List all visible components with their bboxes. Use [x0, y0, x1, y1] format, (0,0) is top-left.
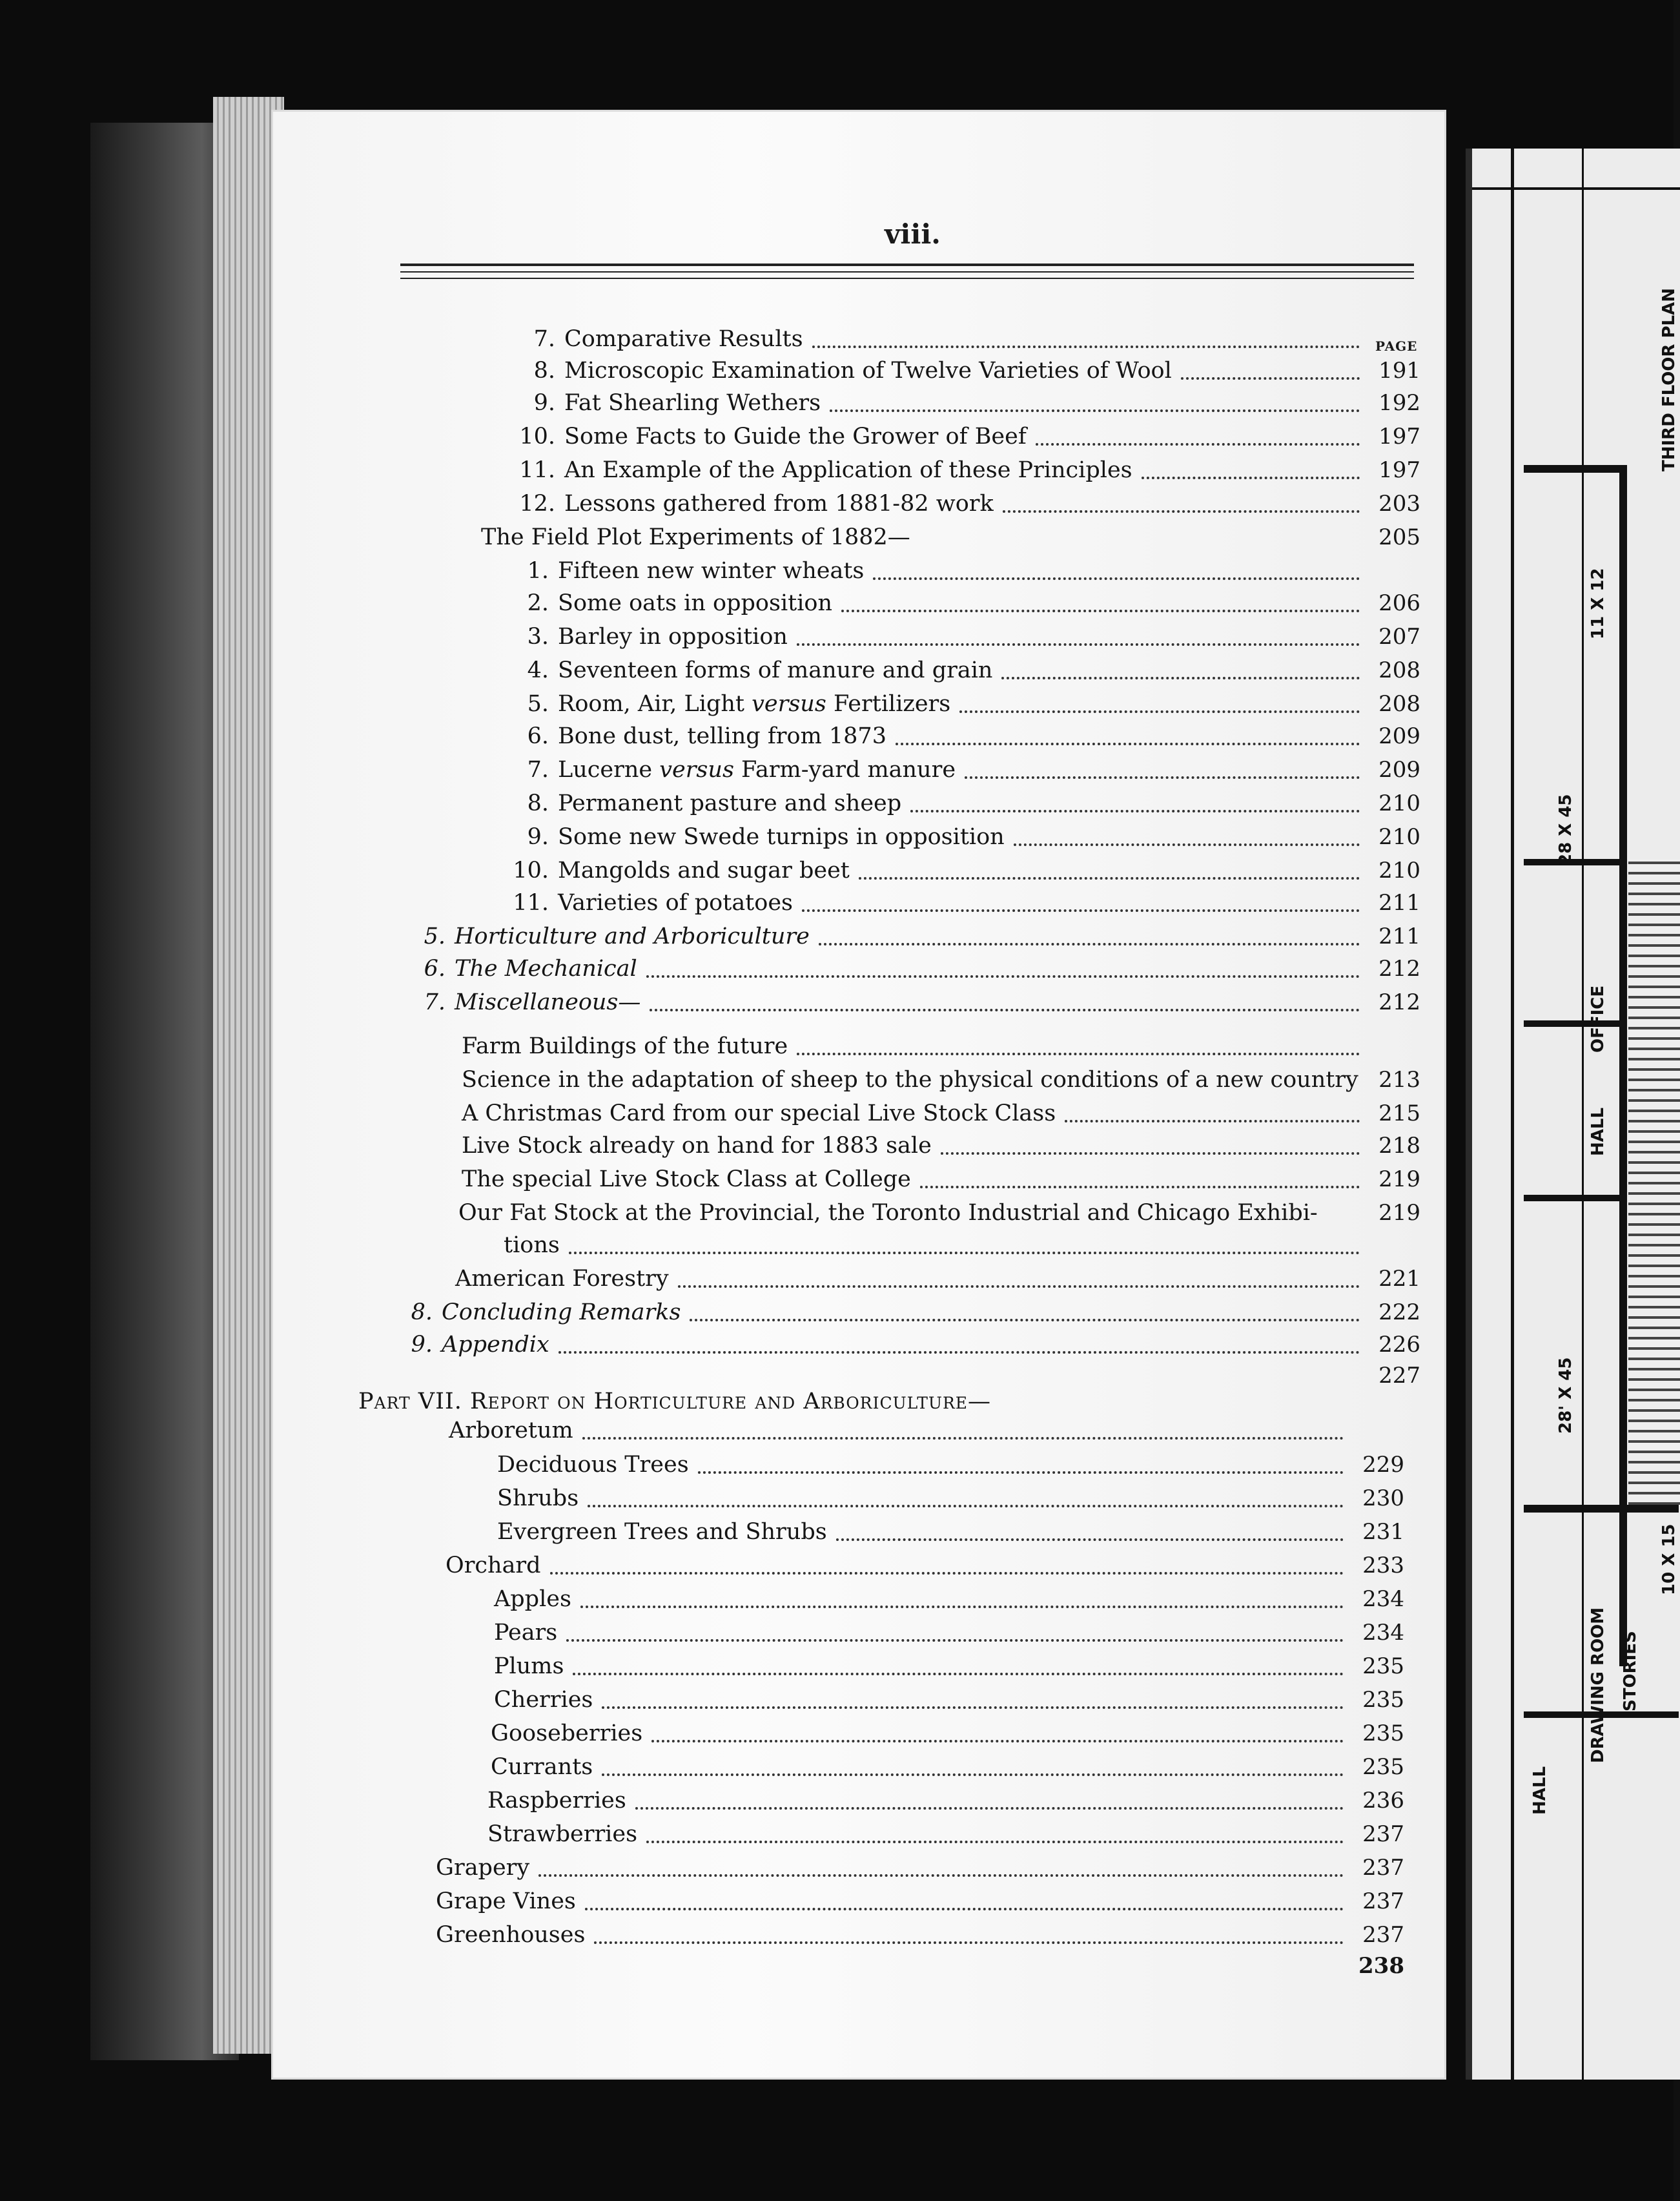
dot-leader [602, 1706, 1344, 1709]
toc-title: Bone dust, telling from 1873 [558, 723, 886, 749]
plan-label: THIRD FLOOR PLAN [1659, 287, 1679, 471]
toc-title: Comparative Results [564, 326, 803, 352]
toc-page: 227 [1378, 1363, 1420, 1389]
toc-page: 210 [1378, 790, 1420, 816]
toc-number: 9. [411, 1332, 433, 1358]
plan-label: 10 X 15 [1659, 1524, 1679, 1595]
toc-title: Pears [494, 1620, 558, 1646]
toc-title: Appendix [442, 1332, 549, 1358]
toc-number: 8. [411, 1299, 433, 1325]
dot-leader [698, 1471, 1344, 1474]
dot-leader [941, 1152, 1360, 1155]
toc-entry [504, 326, 1420, 357]
toc-number: 7. [533, 326, 555, 352]
toc-page: 219 [1378, 1200, 1420, 1226]
toc-title: Farm Buildings of the future [462, 1033, 788, 1059]
toc-page: 208 [1378, 657, 1420, 683]
toc-number: 12. [519, 491, 555, 517]
toc-entry [504, 457, 1420, 488]
dot-leader [819, 943, 1360, 946]
plan-wall [1524, 859, 1627, 865]
floor-plan-page [1466, 149, 1680, 2080]
dot-leader [1036, 443, 1360, 446]
toc-entry [497, 824, 1420, 855]
plan-wall [1524, 1195, 1627, 1201]
toc-page: 211 [1378, 890, 1420, 916]
toc-entry [504, 358, 1420, 389]
dot-leader [569, 1252, 1360, 1254]
toc-page: 209 [1378, 757, 1420, 783]
dot-leader [802, 909, 1360, 912]
toc-entry [394, 1332, 1420, 1363]
toc-title: The Field Plot Experiments of 1882— [481, 524, 910, 550]
toc-title: Permanent pasture and sheep [558, 790, 902, 816]
toc-page: 213 [1378, 1067, 1420, 1093]
dot-leader [797, 1053, 1360, 1055]
toc-entry [497, 1519, 1404, 1550]
plan-wall [1524, 465, 1627, 473]
dot-leader [1142, 477, 1360, 479]
toc-page: 197 [1378, 457, 1420, 483]
toc-title: Gooseberries [491, 1720, 643, 1746]
toc-title: Room, Air, Light versus Fertilizers [558, 691, 951, 717]
toc-entry [497, 790, 1420, 822]
toc-number: 6. [527, 723, 549, 749]
toc-title: tions [504, 1232, 560, 1258]
dot-leader [585, 1908, 1344, 1910]
dot-leader [646, 975, 1360, 978]
dot-leader [635, 1807, 1344, 1810]
toc-page: 231 [1362, 1519, 1404, 1545]
toc-title: Our Fat Stock at the Provincial, the Toronto Industrial and Chicago Exhibi- [458, 1200, 1318, 1226]
toc-page: 209 [1378, 723, 1420, 749]
toc-title: Some Facts to Guide the Grower of Beef [564, 424, 1027, 450]
toc-title: A Christmas Card from our special Live Stock Class [462, 1100, 1056, 1126]
toc-entry [462, 1133, 1420, 1164]
dot-leader [836, 1538, 1344, 1541]
toc-title: Greenhouses [436, 1922, 586, 1948]
toc-page: 238 [1358, 1953, 1404, 1979]
toc-title: Plums [494, 1653, 564, 1679]
plan-label: 11 X 12 [1588, 568, 1608, 639]
toc-title: Lessons gathered from 1881-82 work [564, 491, 994, 517]
toc-page: 236 [1362, 1788, 1404, 1814]
toc-page: 218 [1378, 1133, 1420, 1159]
plan-label: 28 X 45 [1556, 794, 1575, 865]
toc-page: 230 [1362, 1485, 1404, 1511]
toc-title: Lucerne versus Farm-yard manure [558, 757, 956, 783]
toc-title: Concluding Remarks [442, 1299, 681, 1325]
toc-entry [446, 1553, 1404, 1584]
toc-page: 235 [1362, 1653, 1404, 1679]
toc-title: Currants [491, 1754, 593, 1780]
toc-title: Deciduous Trees [497, 1452, 689, 1478]
toc-entry [497, 1485, 1404, 1516]
dot-leader [582, 1437, 1344, 1440]
dot-leader [1065, 1120, 1360, 1122]
dot-leader [873, 577, 1360, 580]
toc-entry [497, 1452, 1404, 1483]
dot-leader [1003, 510, 1360, 513]
toc-number: 5. [527, 691, 549, 717]
toc-number: 10. [513, 858, 549, 884]
page-number: viii. [885, 218, 941, 250]
toc-entry [455, 1266, 1420, 1297]
toc-title: Seventeen forms of manure and grain [558, 657, 993, 683]
toc-entry [504, 1232, 1420, 1263]
toc-page: 206 [1378, 590, 1420, 616]
toc-page: 211 [1378, 924, 1420, 949]
dot-leader [1014, 843, 1360, 846]
toc-title: Grape Vines [436, 1888, 576, 1914]
dot-leader [830, 409, 1360, 412]
plan-wall [1524, 1505, 1679, 1513]
toc-entry [494, 1653, 1404, 1684]
toc-entry [449, 1418, 1404, 1449]
toc-page: 234 [1362, 1620, 1404, 1646]
toc-entry [462, 1033, 1420, 1064]
toc-number: 3. [527, 624, 549, 650]
toc-entry [462, 1166, 1420, 1197]
dot-leader [797, 643, 1360, 646]
dot-leader [678, 1285, 1360, 1288]
toc-number: 9. [533, 390, 555, 416]
dot-leader [602, 1773, 1344, 1776]
toc-page: 235 [1362, 1720, 1404, 1746]
toc-number: 10. [519, 424, 555, 450]
toc-title: The special Live Stock Class at College [462, 1166, 911, 1192]
plan-label: DRAWING ROOM [1588, 1607, 1608, 1763]
toc-entry [504, 390, 1420, 421]
toc-page: 237 [1362, 1888, 1404, 1914]
toc-page: 210 [1378, 824, 1420, 850]
toc-entry [497, 890, 1420, 921]
toc-page: 219 [1378, 1166, 1420, 1192]
toc-entry [494, 1687, 1404, 1718]
toc-page: 237 [1362, 1855, 1404, 1881]
toc-page: 234 [1362, 1586, 1404, 1612]
toc-entry [462, 1067, 1420, 1098]
dot-leader [651, 1740, 1344, 1742]
toc-entry [436, 1953, 1404, 1984]
dot-leader [896, 743, 1360, 745]
toc-entry [504, 424, 1420, 455]
dot-leader [965, 776, 1360, 779]
toc-entry [436, 1855, 1404, 1886]
toc-title: Cherries [494, 1687, 593, 1713]
toc-page: 235 [1362, 1754, 1404, 1780]
toc-entry [394, 1299, 1420, 1330]
dot-leader [910, 810, 1360, 812]
dot-leader [594, 1941, 1344, 1944]
toc-title: Mangolds and sugar beet [558, 858, 850, 884]
toc-number: 2. [527, 590, 549, 616]
toc-entry [497, 691, 1420, 722]
toc-entry [458, 1200, 1420, 1231]
plan-label: OFFICE [1588, 985, 1608, 1053]
dot-leader [538, 1874, 1344, 1877]
toc-entry [491, 1754, 1404, 1785]
dot-leader [566, 1639, 1344, 1642]
plan-label: STORIES [1621, 1631, 1640, 1711]
toc-page: 215 [1378, 1100, 1420, 1126]
toc-page: 207 [1378, 624, 1420, 650]
toc-entry [504, 491, 1420, 522]
toc-entry [407, 956, 1420, 987]
header-rule [400, 264, 1414, 266]
toc-page: 229 [1362, 1452, 1404, 1478]
toc-title: Strawberries [487, 1821, 638, 1847]
toc-number: 11. [513, 890, 549, 916]
toc-page: 235 [1362, 1687, 1404, 1713]
dot-leader [959, 710, 1360, 713]
dot-leader [558, 1351, 1360, 1354]
toc-number: 8. [527, 790, 549, 816]
toc-title: Raspberries [487, 1788, 626, 1814]
toc-number: 6. [424, 956, 446, 982]
toc-title: Apples [494, 1586, 571, 1612]
header-rule [400, 278, 1414, 279]
toc-number: 1. [527, 558, 549, 584]
plan-wall [1511, 149, 1514, 2080]
toc-number: 11. [519, 457, 555, 483]
toc-title: The Mechanical [455, 956, 637, 982]
toc-title: Grapery [436, 1855, 530, 1881]
toc-page: 210 [1378, 858, 1420, 884]
toc-entry [497, 624, 1420, 655]
toc-title: An Example of the Application of these Principles [564, 457, 1132, 483]
dot-leader [1181, 377, 1360, 380]
header-rule [400, 271, 1414, 273]
toc-title: Some new Swede turnips in opposition [558, 824, 1005, 850]
plan-label: 28' X 45 [1556, 1357, 1575, 1434]
toc-entry [494, 1620, 1404, 1651]
toc-number: 8. [533, 358, 555, 384]
toc-page: 237 [1362, 1821, 1404, 1847]
toc-page: 222 [1378, 1299, 1420, 1325]
toc-title: Shrubs [497, 1485, 579, 1511]
toc-page: 197 [1378, 424, 1420, 450]
toc-entry [407, 924, 1420, 955]
toc-page: 226 [1378, 1332, 1420, 1358]
toc-title: Science in the adaptation of sheep to the physical conditions of a new country [462, 1067, 1358, 1093]
dot-leader [1001, 677, 1360, 679]
toc-entry [407, 989, 1420, 1020]
toc-entry [494, 1586, 1404, 1617]
toc-title: Microscopic Examination of Twelve Varieties of Wool [564, 358, 1172, 384]
toc-page: 208 [1378, 691, 1420, 717]
toc-entry [462, 1100, 1420, 1132]
toc-number: 7. [424, 989, 446, 1015]
toc-entry [497, 657, 1420, 688]
dot-leader [646, 1841, 1344, 1843]
toc-page: 233 [1362, 1553, 1404, 1578]
toc-title: Fat Shearling Wethers [564, 390, 821, 416]
toc-title: Horticulture and Arboriculture [455, 924, 810, 949]
dot-leader [588, 1505, 1344, 1507]
toc-page: 192 [1378, 390, 1420, 416]
toc-entry [497, 723, 1420, 754]
toc-title: Fifteen new winter wheats [558, 558, 865, 584]
toc-number: 9. [527, 824, 549, 850]
dot-leader [573, 1673, 1344, 1675]
plan-label: HALL [1530, 1766, 1550, 1815]
toc-page: 191 [1378, 358, 1420, 384]
part-heading [358, 1389, 1420, 1420]
toc-page: 203 [1378, 491, 1420, 517]
toc-title: Some oats in opposition [558, 590, 833, 616]
toc-entry [481, 524, 1420, 555]
plan-wall [1524, 1020, 1627, 1027]
toc-title: Orchard [446, 1553, 541, 1578]
toc-entry [491, 1720, 1404, 1752]
toc-entry [497, 558, 1420, 589]
toc-entry [436, 1888, 1404, 1919]
plan-wall [1472, 187, 1680, 190]
toc-page: 221 [1378, 1266, 1420, 1292]
toc-entry [497, 590, 1420, 621]
toc-title: American Forestry [455, 1266, 669, 1292]
toc-title: Arboretum [449, 1418, 573, 1443]
toc-entry [487, 1821, 1404, 1852]
dot-leader [650, 1009, 1360, 1011]
toc-title: Barley in opposition [558, 624, 788, 650]
dot-leader [580, 1606, 1344, 1608]
dot-leader [841, 610, 1360, 612]
toc-title: Miscellaneous— [455, 989, 641, 1015]
part-title: Part VII. Report on Horticulture and Arboriculture— [358, 1389, 992, 1414]
toc-number: 7. [527, 757, 549, 783]
toc-number: 4. [527, 657, 549, 683]
dot-leader [812, 346, 1360, 348]
toc-page: 212 [1378, 989, 1420, 1015]
dot-leader [550, 1572, 1344, 1575]
dot-leader [920, 1186, 1360, 1188]
toc-page: 212 [1378, 956, 1420, 982]
toc-entry [497, 757, 1420, 788]
toc-number: 5. [424, 924, 446, 949]
toc-title: Varieties of potatoes [558, 890, 793, 916]
toc-entry [497, 858, 1420, 889]
plan-wall [1582, 149, 1584, 2080]
toc-entry [436, 1922, 1404, 1953]
staircase-hatch [1628, 859, 1680, 1505]
dot-leader [859, 877, 1360, 880]
toc-page: 237 [1362, 1922, 1404, 1948]
toc-title: Live Stock already on hand for 1883 sale [462, 1133, 932, 1159]
toc-entry [487, 1788, 1404, 1819]
toc-title: Evergreen Trees and Shrubs [497, 1519, 827, 1545]
toc-page: 205 [1378, 524, 1420, 550]
plan-label: HALL [1588, 1107, 1608, 1156]
plan-wall [1619, 465, 1627, 1666]
page-column-header: PAGE [1375, 338, 1418, 354]
dot-leader [690, 1319, 1360, 1321]
